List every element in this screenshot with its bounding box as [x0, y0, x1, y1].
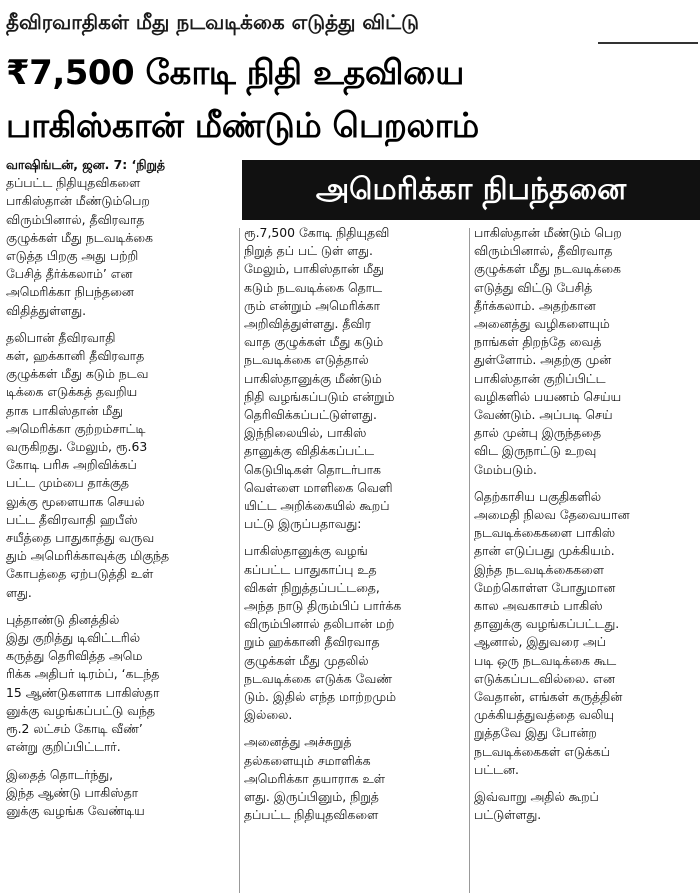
- text-line: பேசித் தீர்க்கலாம்’ என: [6, 266, 133, 282]
- text-line: பாகிஸ்தான் குறிப்பிட்ட: [474, 370, 606, 386]
- kicker-rule: [598, 42, 698, 44]
- text-line: டும். இதில் எந்த மாற்றமும்: [244, 689, 397, 705]
- text-line: ளது.: [6, 584, 32, 600]
- text-line: தெற்காசிய பகுதிகளில்: [474, 488, 602, 504]
- text-line: தீர்க்கலாம். அதற்கான: [474, 297, 596, 313]
- text-line: கருத்து தெரிவித்த அமெ: [6, 648, 143, 664]
- text-line: நிதி வழங்கப்படும் என்றும்: [244, 388, 395, 404]
- section-banner: அமெரிக்கா நிபந்தனை: [242, 160, 700, 220]
- text-line: பட்டுள்ளது.: [474, 807, 542, 823]
- text-line: அனைத்து அச்சுறுத்: [244, 734, 352, 750]
- text-line: அந்த நாடு திரும்பிப் பார்க்க: [244, 598, 402, 614]
- text-line: றும் ஹக்கானி தீவிரவாத: [244, 634, 380, 650]
- text-line: நடவடிக்கை எடுக்க வேண்: [244, 670, 392, 686]
- text-line: நடவடிக்கைகளை பாகிஸ்: [474, 525, 616, 541]
- text-line: எடுத்து விட்டு பேசித்: [474, 279, 593, 295]
- text-line: தான் எடுப்பது முக்கியம்.: [474, 543, 615, 559]
- text-line: ரூ.2 லட்சம் கோடி வீண்’: [6, 721, 143, 737]
- paragraph-gap: [474, 479, 698, 488]
- text-line: இந்த ஆண்டு பாகிஸ்தா: [6, 784, 139, 800]
- text-line: விரும்பினால், தீவிரவாத: [474, 243, 613, 259]
- text-line: 15 ஆண்டுகளாக பாகிஸ்தா: [6, 684, 160, 700]
- text-line: அறிவித்துள்ளது. தீவிர: [244, 316, 371, 332]
- text-line: தாக பாகிஸ்தான் மீது: [6, 402, 123, 418]
- text-line: முக்கியத்துவத்தை வலியு: [474, 707, 615, 723]
- text-line: அமெரிக்கா நிபந்தனை: [6, 284, 134, 300]
- text-line: புத்தாண்டு தினத்தில்: [6, 611, 120, 627]
- text-line: மேம்படும்.: [474, 461, 537, 477]
- text-line: பாகிஸ்தானுக்கு மீண்டும்: [244, 370, 382, 386]
- text-line: தால் முன்பு இருந்ததை: [474, 425, 602, 441]
- text-line: பட்ட மும்பை தாக்குத: [6, 475, 129, 491]
- text-line: பட்டன.: [474, 761, 519, 777]
- text-line: லுக்கு மூளையாக செயல்: [6, 493, 145, 509]
- text-line: தும் அமெரிக்காவுக்கு மிகுந்த: [6, 548, 170, 564]
- text-line: இது குறித்து டிவிட்டரில்: [6, 630, 140, 646]
- text-line: விரும்பினால், தீவிரவாத: [6, 211, 145, 227]
- text-line: அனைத்து வழிகளையும்: [474, 316, 610, 332]
- text-line: நிறுத் தப் பட் டுள் ளது.: [244, 243, 373, 259]
- headline-line-2: பாகிஸ்கான் மீண்டும் பெறலாம்: [6, 106, 479, 146]
- text-line: குழுக்கள் மீது முதலில்: [244, 652, 369, 668]
- text-line: கோடி பரிசு அறிவிக்கப்: [6, 457, 137, 473]
- article-column-1: [6, 156, 236, 893]
- text-line: கடும் நடவடிக்கை தொட: [244, 279, 382, 295]
- text-line: தல்களையும் சமாளிக்க: [244, 752, 371, 768]
- text-line: நடவடிக்கை எடுத்தால்: [244, 352, 369, 368]
- text-line: அமைதி நிலவ தேவையான: [474, 507, 630, 523]
- article-column-3: [474, 224, 698, 893]
- text-line: என்று குறிப்பிட்டார்.: [6, 739, 121, 755]
- column-divider: [469, 228, 470, 893]
- text-line: சயீத்தை பாதுகாத்து வருவ: [6, 530, 155, 546]
- text-line: இந்நிலையில், பாகிஸ்: [244, 425, 367, 441]
- text-line: கெடுபிடிகள் தொடர்பாக: [244, 461, 381, 477]
- text-line: படி ஒரு நடவடிக்கை கூட: [474, 652, 617, 668]
- text-line: வாத குழுக்கள் மீது கடும்: [244, 334, 384, 350]
- text-line: பாகிஸ்தான் மீண்டும்பெற: [6, 193, 150, 209]
- text-line: மேற்கொள்ள போதுமான: [474, 579, 616, 595]
- text-line: குழுக்கள் மீது நடவடிக்கை: [6, 229, 153, 245]
- text-line: வேதான், எங்கள் கருத்தின்: [474, 689, 623, 705]
- text-line: விட இருநாட்டு உறவு: [474, 443, 597, 459]
- text-line: பட்டு இருப்பதாவது:: [244, 516, 362, 532]
- paragraph-gap: [6, 320, 236, 329]
- article-kicker: தீவிரவாதிகள் மீது நடவடிக்கை எடுத்து விட்டு: [6, 10, 419, 34]
- article-column-2: [244, 224, 466, 893]
- paragraph-gap: [244, 533, 466, 542]
- text-line: கோபத்தை ஏற்படுத்தி உள்: [6, 566, 154, 582]
- text-line: தெரிவிக்கப்பட்டுள்ளது.: [244, 407, 377, 423]
- paragraph-gap: [244, 724, 466, 733]
- text-line: குழுக்கள் மீது கடும் நடவ: [6, 366, 149, 382]
- text-line: இதைத் தொடர்ந்து,: [6, 766, 114, 782]
- text-line: டிக்கை எடுக்கத் தவறிய: [6, 384, 138, 400]
- text-line: எடுத்த பிறகு அது பற்றி: [6, 248, 139, 264]
- text-line: கப்பட்ட பாதுகாப்பு உத: [244, 561, 377, 577]
- text-line: இல்லை.: [244, 707, 293, 723]
- text-line: குழுக்கள் மீது நடவடிக்கை: [474, 261, 621, 277]
- text-line: இந்த நடவடிக்கைகளை: [474, 561, 604, 577]
- text-line: ரூ.7,500 கோடி நிதியுதவி: [244, 225, 390, 240]
- text-line: விகள் நிறுத்தப்பட்டதை,: [244, 579, 380, 595]
- text-line: துள்ளோம். அதற்கு முன்: [474, 352, 612, 368]
- paragraph-gap: [6, 602, 236, 611]
- text-line: நாங்கள் திறந்தே வைத்: [474, 334, 602, 350]
- headline-line-1: ₹7,500 கோடி நிதி உதவியை: [6, 53, 464, 93]
- text-line: பட்ட தீவிரவாதி ஹபீஸ்: [6, 511, 138, 527]
- text-line: வருகிறது. மேலும், ரூ.63: [6, 439, 148, 455]
- text-line: தப்பட்ட நிதியுதவிகளை: [6, 175, 141, 191]
- text-line: ஆனால், இதுவரை அப்: [474, 634, 607, 650]
- text-line: யிட்ட அறிக்கையில் கூறப்: [244, 498, 390, 514]
- text-line: நடவடிக்கைகள் எடுக்கப்: [474, 743, 610, 759]
- text-line: தப்பட்ட நிதியுதவிகளை: [244, 807, 379, 823]
- text-line: பாகிஸ்தானுக்கு வழங்: [244, 543, 368, 559]
- column-divider: [239, 228, 240, 893]
- text-line: அமெரிக்கா குற்றம்சாட்டி: [6, 420, 146, 436]
- text-line: எடுக்கப்படவில்லை. என: [474, 670, 615, 686]
- text-line: அமெரிக்கா தயாராக உள்: [244, 770, 385, 786]
- text-line: ரும் என்றும் அமெரிக்கா: [244, 297, 380, 313]
- text-line: தலிபான் தீவிரவாதி: [6, 329, 116, 345]
- paragraph-gap: [6, 757, 236, 766]
- text-line: வாஷிங்டன், ஜன. 7: ‘நிறுத்: [6, 157, 165, 172]
- text-line: ளது. இருப்பினும், நிறுத்: [244, 789, 379, 805]
- text-line: கால அவகாசம் பாகிஸ்: [474, 598, 603, 614]
- text-line: ரிக்க அதிபர் டிரம்ப், ‘கடந்த: [6, 666, 160, 682]
- text-line: வேண்டும். அப்படி செய்: [474, 407, 613, 423]
- text-line: வெள்ளை மாளிகை வெளி: [244, 479, 393, 495]
- text-line: விரும்பினால் தலிபான் மற்: [244, 616, 395, 632]
- text-line: னுக்கு வழங்கப்பட்டு வந்த: [6, 702, 155, 718]
- text-line: இவ்வாறு அதில் கூறப்: [474, 789, 599, 805]
- text-line: தானுக்கு வழங்கப்பட்டது.: [474, 616, 620, 632]
- text-line: பாகிஸ்தான் மீண்டும் பெற: [474, 225, 622, 240]
- text-line: வழிகளில் பயணம் செய்ய: [474, 388, 622, 404]
- text-line: றுத்தவே இது போன்ற: [474, 725, 597, 741]
- text-line: தானுக்கு விதிக்கப்பட்ட: [244, 443, 374, 459]
- paragraph-gap: [474, 779, 698, 788]
- text-line: மேலும், பாகிஸ்தான் மீது: [244, 261, 384, 277]
- text-line: கள், ஹக்கானி தீவிரவாத: [6, 348, 145, 364]
- text-line: விதித்துள்ளது.: [6, 302, 87, 318]
- text-line: னுக்கு வழங்க வேண்டிய: [6, 802, 145, 818]
